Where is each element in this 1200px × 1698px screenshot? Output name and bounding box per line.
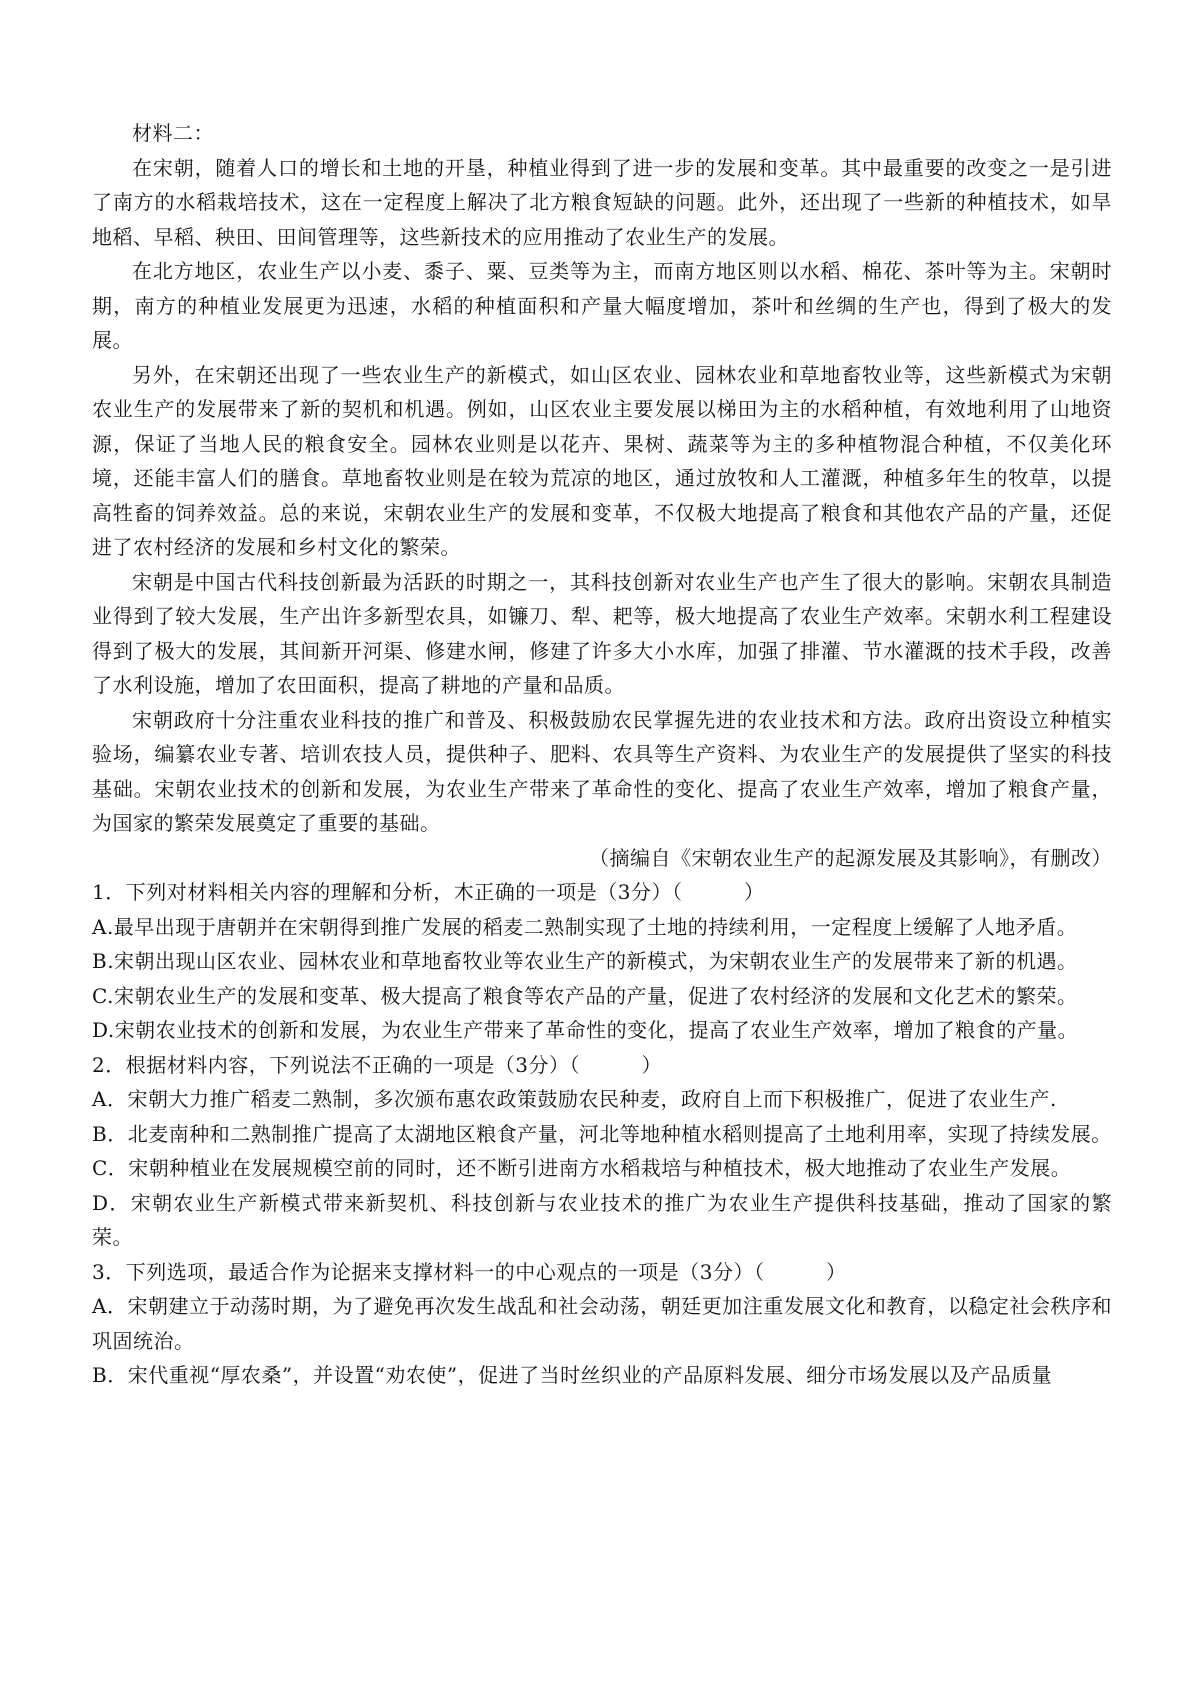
paragraph: 在北方地区，农业生产以小麦、黍子、粟、豆类等为主，而南方地区则以水稻、棉花、茶叶等为主。宋朝时期，南方的种植业发展更为迅速，水稻的种植面积和产量大幅度增加，茶叶和丝绸的生产也，得到了极大的发展。 <box>92 259 1112 352</box>
answer-option: A．宋朝建立于动荡时期，为了避免再次发生战乱和社会动荡，朝廷更加注重发展文化和教育，以稳定社会秩序和巩固统治。 <box>92 1294 1112 1353</box>
question-stem: 1．下列对材料相关内容的理解和分析，木正确的一项是（3分）（ ） <box>92 880 765 904</box>
document-body <box>92 116 1112 1393</box>
material-heading: 材料二： <box>132 121 214 145</box>
paragraph: 宋朝是中国古代科技创新最为活跃的时期之一，其科技创新对农业生产也产生了很大的影响。宋朝农具制造业得到了较大发展，生产出许多新型农具，如镰刀、犁、耙等，极大地提高了农业生产效率。宋朝水利工程建设得到了极大的发展，其间新开河渠、修建水闸，修建了许多大小水库，加强了排灌、节水灌溉的技术手段，改善了水利设施，增加了农田面积，提高了耕地的产量和品质。 <box>92 569 1112 697</box>
answer-option: C.宋朝农业生产的发展和变革、极大提高了粮食等农产品的产量，促进了农村经济的发展和文化艺术的繁荣。 <box>92 983 1078 1008</box>
answer-option: C．宋朝种植业在发展规模空前的同时，还不断引进南方水稻栽培与种植技术，极大地推动了农业生产发展。 <box>92 1156 1072 1180</box>
answer-option: B.宋朝出现山区农业、园林农业和草地畜牧业等农业生产的新模式，为宋朝农业生产的发展带来了新的机遇。 <box>92 949 1078 973</box>
paragraph: 宋朝政府十分注重农业科技的推广和普及、积极鼓励农民掌握先进的农业技术和方法。政府出资设立种植实验场，编纂农业专著、培训农技人员，提供种子、肥料、农具等生产资料、为农业生产的发展提供了坚实的科技基础。宋朝农业技术的创新和发展，为农业生产带来了革命性的变化、提高了农业生产效率，增加了粮食产量，为国家的繁荣发展奠定了重要的基础。 <box>92 707 1112 835</box>
answer-option: D.宋朝农业技术的创新和发展，为农业生产带来了革命性的变化，提高了农业生产效率，增加了粮食的产量。 <box>92 1018 1079 1042</box>
answer-option: B．宋代重视“厚农桑”，并设置“劝农使”，促进了当时丝织业的产品原料发展、细分市场发展以及产品质量 <box>92 1363 1053 1387</box>
paragraph: 另外，在宋朝还出现了一些农业生产的新模式，如山区农业、园林农业和草地畜牧业等，这些新模式为宋朝农业生产的发展带来了新的契机和机遇。例如，山区农业主要发展以梯田为主的水稻种植，有效地利用了山地资源，保证了当地人民的粮食安全。园林农业则是以花卉、果树、蔬菜等为主的多种植物混合种植，不仅美化环境，还能丰富人们的膳食。草地畜牧业则是在较为荒凉的地区，通过放牧和人工灌溉，种植多年生的牧草，以提高牲畜的饲养效益。总的来说，宋朝农业生产的发展和变革，不仅极大地提高了粮食和其他农产品的产量，还促进了农村经济的发展和乡村文化的繁荣。 <box>92 362 1112 559</box>
answer-option: A．宋朝大力推广稻麦二熟制，多次颁布惠农政策鼓励农民种麦，政府自上而下积极推广，促进了农业生产. <box>92 1087 1057 1111</box>
answer-option: D．宋朝农业生产新模式带来新契机、科技创新与农业技术的推广为农业生产提供科技基础，推动了国家的繁荣。 <box>92 1190 1112 1249</box>
answer-option: B．北麦南种和二熟制推广提高了太湖地区粮食产量，河北等地种植水稻则提高了土地利用率，实现了持续发展。 <box>92 1121 1112 1146</box>
source-attribution: （摘编自《宋朝农业生产的起源发展及其影响》，有删改） <box>589 845 1112 870</box>
question-stem: 2．根据材料内容，下列说法不正确的一项是（3分）（ ） <box>92 1052 662 1077</box>
question-stem: 3．下列选项，最适合作为论据来支撑材料一的中心观点的一项是（3分）（ ） <box>92 1259 847 1284</box>
paragraph: 在宋朝，随着人口的增长和土地的开垦，种植业得到了进一步的发展和变革。其中最重要的改变之一是引进了南方的水稻栽培技术，这在一定程度上解决了北方粮食短缺的问题。此外，还出现了一些新的种植技术，如旱地稻、早稻、秧田、田间管理等，这些新技术的应用推动了农业生产的发展。 <box>92 155 1112 249</box>
answer-option: A.最早出现于唐朝并在宋朝得到推广发展的稻麦二熟制实现了土地的持续利用，一定程度上缓解了人地矛盾。 <box>92 914 1078 939</box>
